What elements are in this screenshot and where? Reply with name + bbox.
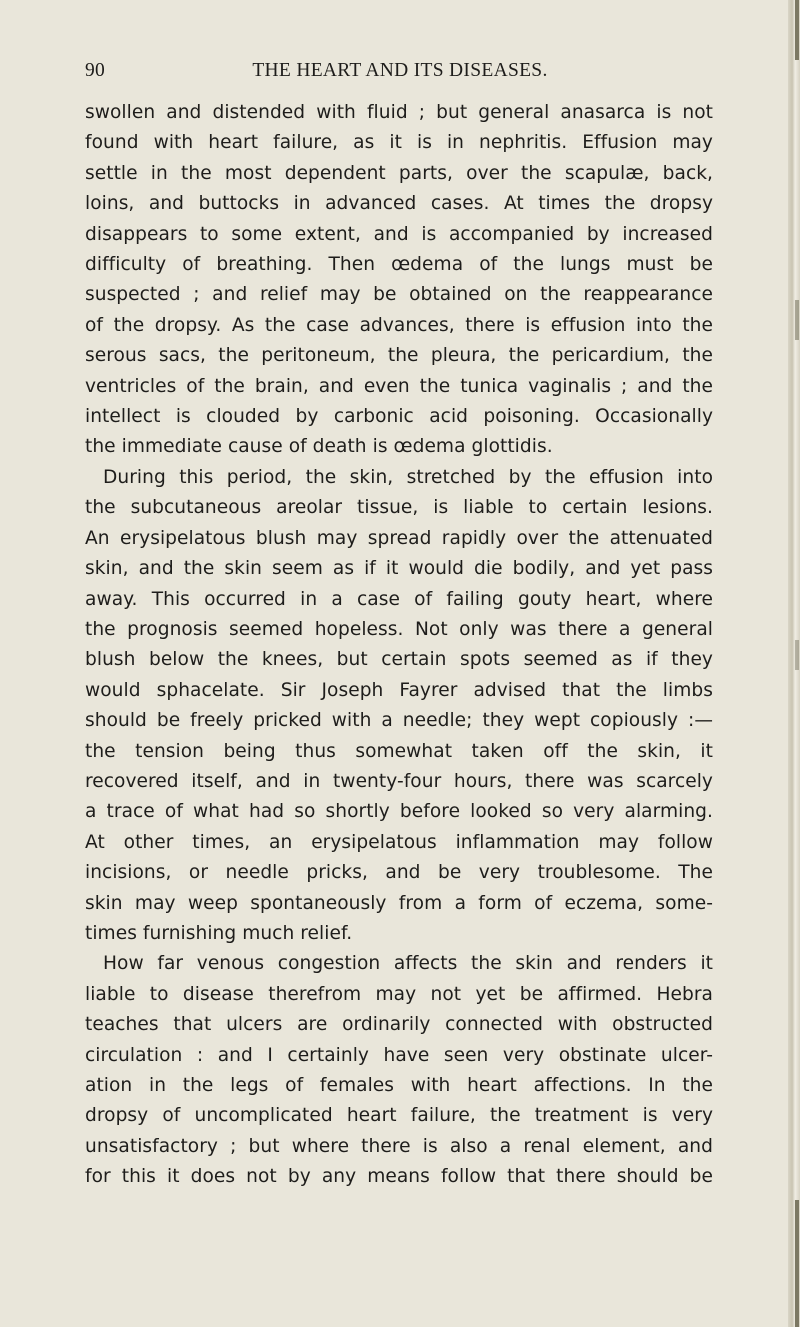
page-edge-mark — [795, 640, 799, 670]
text-line: recovered itself, and in twenty-four hours, there was scarcely — [85, 770, 713, 792]
text-line: How far venous congestion affects the skin and renders it — [103, 953, 713, 975]
page-edge-mark — [795, 1200, 799, 1327]
running-title: THE HEART AND ITS DISEASES. — [252, 60, 548, 81]
text-line: difficulty of breathing. Then œdema of the lungs must be — [85, 254, 713, 276]
text-line: would sphacelate. Sir Joseph Fayrer advised that the limbs — [85, 679, 713, 701]
text-line: settle in the most dependent parts, over the scapulæ, back, — [85, 162, 713, 184]
text-line: serous sacs, the peritoneum, the pleura, the pericardium, the — [85, 345, 713, 367]
text-line: found with heart failure, as it is in nephritis. Effusion may — [85, 132, 713, 154]
text-line: for this it does not by any means follow that there should be — [85, 1166, 713, 1188]
text-line: the immediate cause of death is œdema glottidis. — [85, 436, 553, 458]
text-line: teaches that ulcers are ordinarily connected with obstructed — [85, 1014, 713, 1036]
text-line: unsatisfactory ; but where there is also a renal element, and — [85, 1135, 713, 1157]
page-edge-mark — [795, 0, 799, 60]
text-line: times furnishing much relief. — [85, 922, 353, 944]
text-line: swollen and distended with fluid ; but general anasarca is not — [85, 102, 713, 123]
text-line: At other times, an erysipelatous inflammation may follow — [85, 831, 713, 853]
text-line: a trace of what had so shortly before looked so very alarming. — [85, 801, 713, 823]
text-line: the subcutaneous areolar tissue, is liable to certain lesions. — [85, 497, 713, 519]
text-line: loins, and buttocks in advanced cases. At times the dropsy — [85, 193, 713, 215]
text-line: of the dropsy. As the case advances, there is effusion into the — [85, 314, 713, 336]
text-line: liable to disease therefrom may not yet be affirmed. Hebra — [85, 983, 713, 1005]
text-line: intellect is clouded by carbonic acid poisoning. Occasionally — [85, 406, 713, 428]
text-line: circulation : and I certainly have seen very obstinate ulcer- — [85, 1044, 713, 1066]
text-line: skin may weep spontaneously from a form of eczema, some- — [85, 892, 713, 914]
text-line: suspected ; and relief may be obtained on the reappearance — [85, 284, 713, 306]
text-line: disappears to some extent, and is accompanied by increased — [85, 223, 713, 245]
text-line: An erysipelatous blush may spread rapidly over the attenuated — [85, 527, 713, 549]
text-line: dropsy of uncomplicated heart failure, the treatment is very — [85, 1105, 713, 1127]
text-line: incisions, or needle pricks, and be very troublesome. The — [85, 862, 713, 884]
page-number: 90 — [85, 60, 106, 81]
page-header — [85, 60, 715, 86]
text-line: the tension being thus somewhat taken off the skin, it — [85, 740, 713, 762]
text-line: should be freely pricked with a needle; they wept copiously :— — [85, 710, 713, 732]
text-line: During this period, the skin, stretched by the effusion into — [103, 466, 713, 488]
book-page-edge — [788, 0, 800, 1327]
text-line: ation in the legs of females with heart affections. In the — [85, 1075, 713, 1096]
text-line: skin, and the skin seem as if it would die bodily, and yet pass — [85, 558, 713, 580]
text-line: blush below the knees, but certain spots seemed as if they — [85, 649, 713, 671]
text-line: the prognosis seemed hopeless. Not only was there a general — [85, 618, 713, 640]
body-text — [85, 98, 713, 1193]
text-line: away. This occurred in a case of failing gouty heart, where — [85, 588, 713, 610]
page-edge-mark — [795, 300, 799, 340]
text-line: ventricles of the brain, and even the tunica vaginalis ; and the — [85, 375, 713, 397]
